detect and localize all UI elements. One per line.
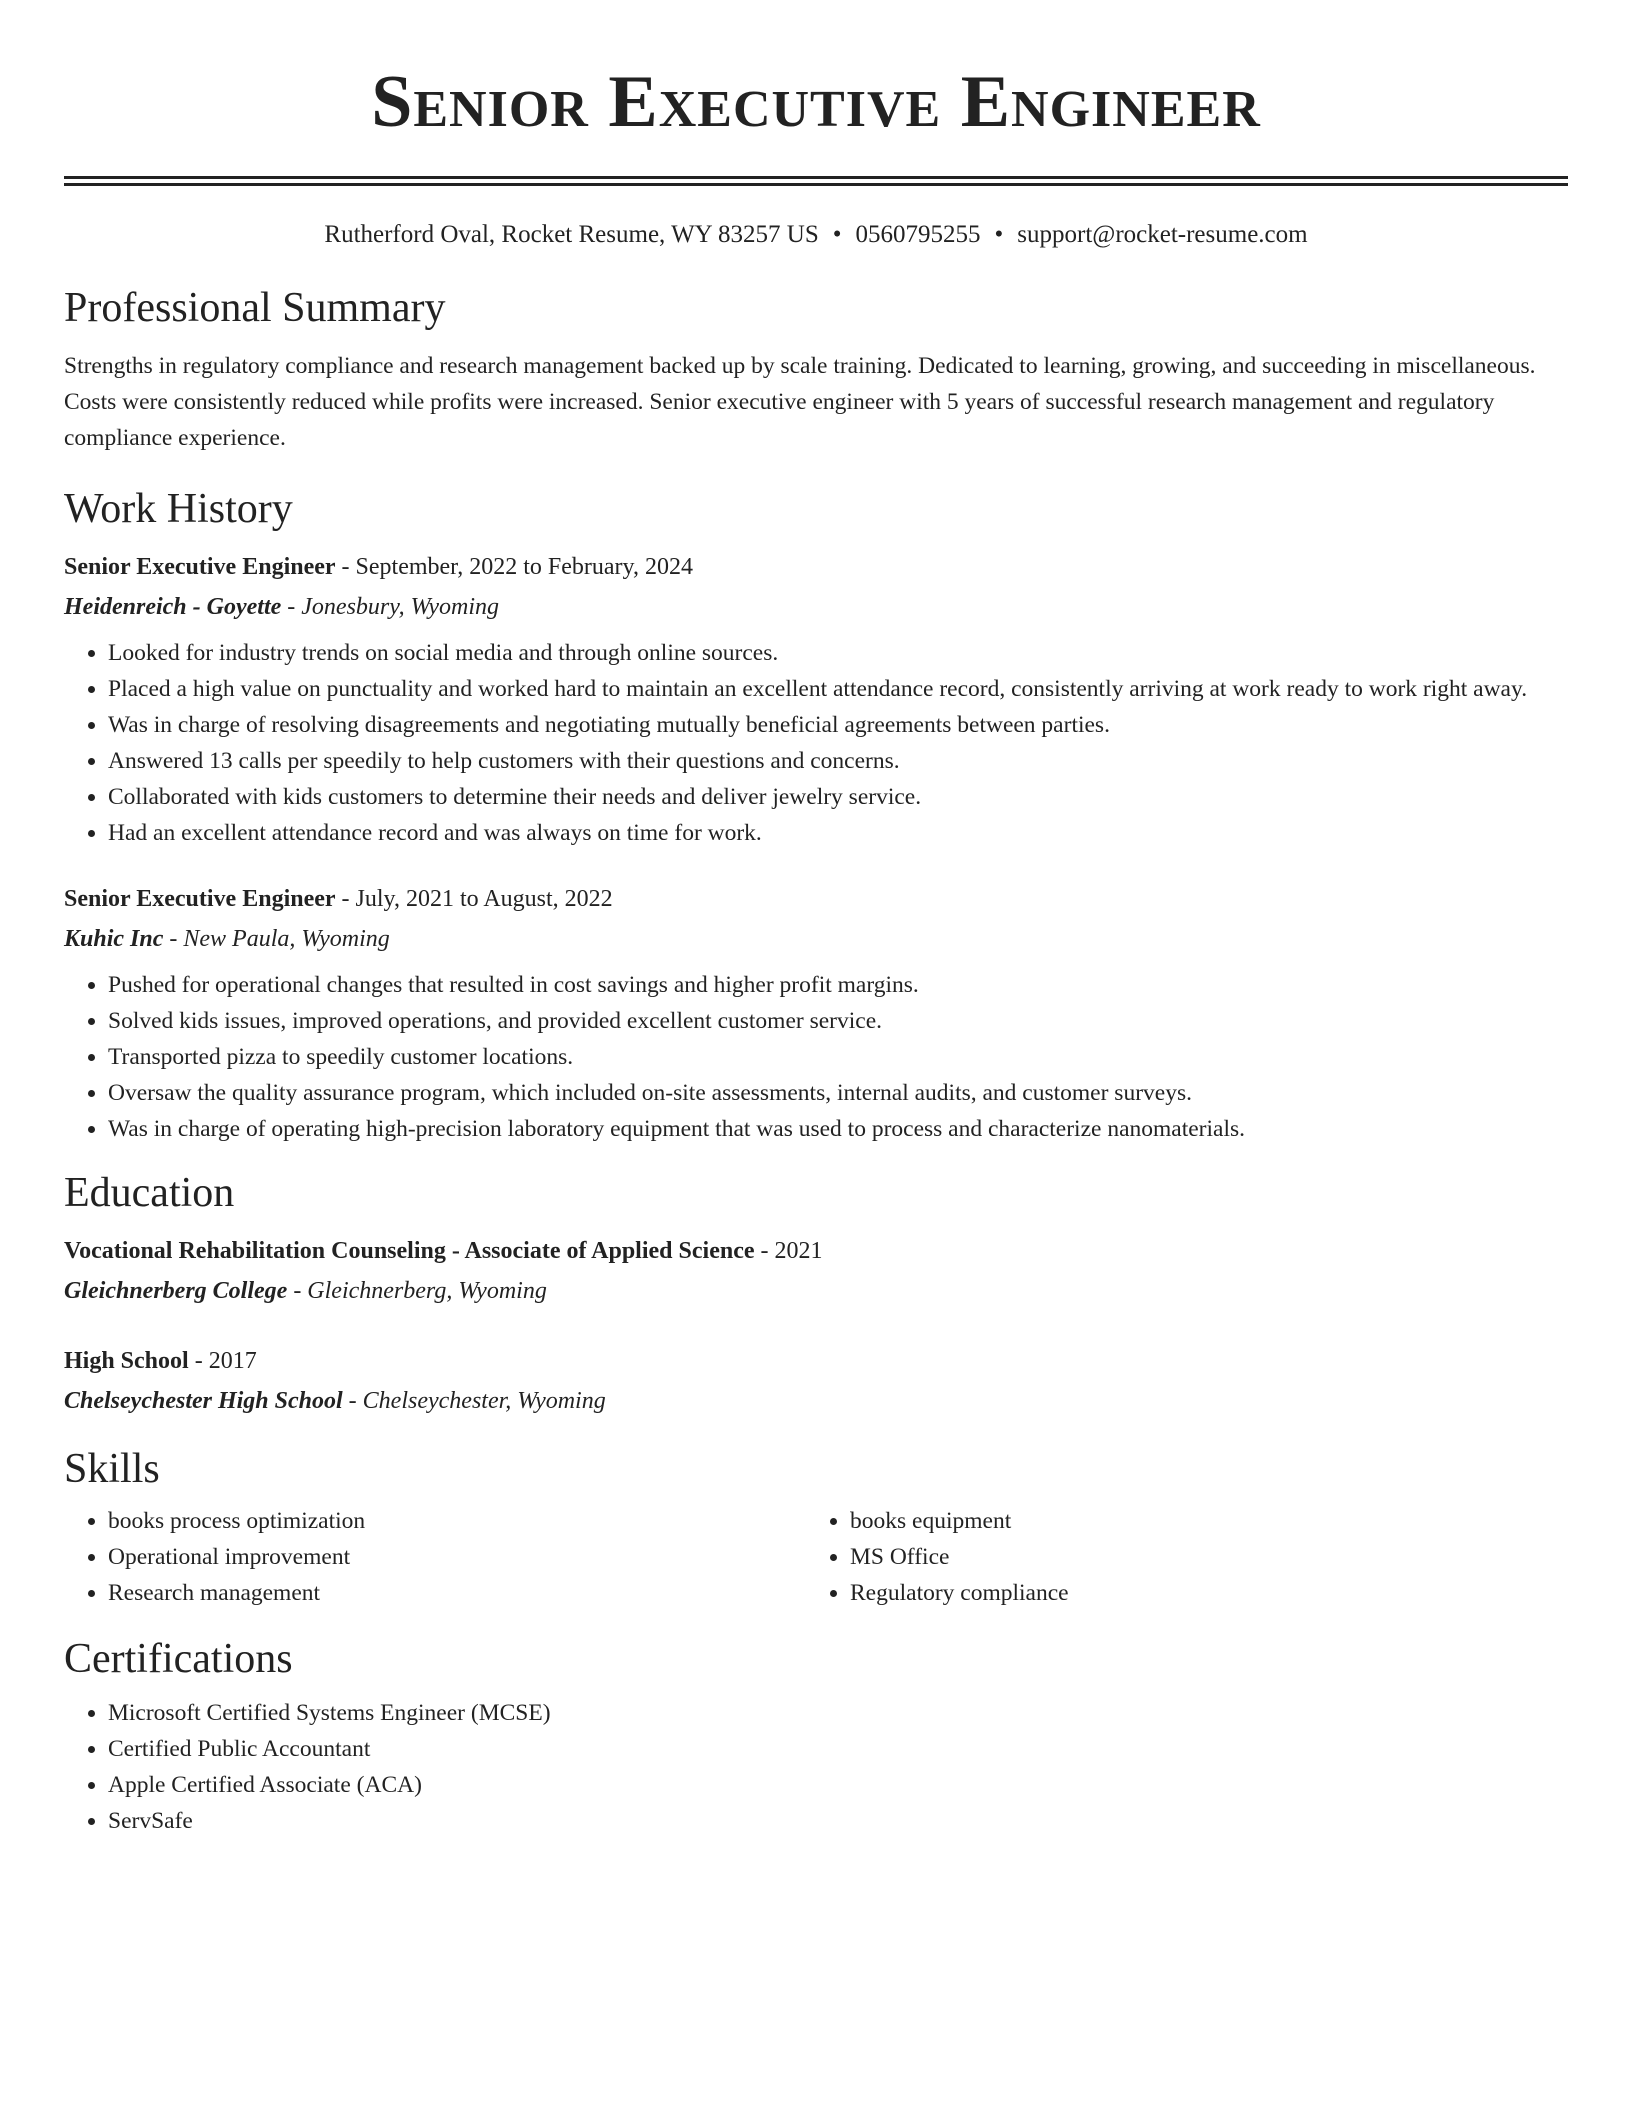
contact-line	[64, 219, 1568, 251]
list-item: • Collaborated with kids customers to determine their needs and deliver jewelry service.	[108, 779, 1568, 815]
list-item: • Transported pizza to speedily customer locations.	[108, 1039, 1568, 1075]
job-dates: - July, 2021 to August, 2022	[335, 886, 613, 912]
certification-item: • ServSafe	[108, 1803, 1568, 1839]
certification-item: • Apple Certified Associate (ACA)	[108, 1767, 1568, 1803]
skill-item: • Operational improvement	[108, 1539, 806, 1575]
header-double-rule	[64, 176, 1568, 186]
job-company: Heidenreich - Goyette	[64, 594, 282, 620]
job-title: Senior Executive Engineer	[64, 886, 336, 912]
skills-grid	[64, 1503, 1568, 1611]
job-entry	[64, 547, 1568, 851]
school-location: - Gleichnerberg, Wyoming	[287, 1278, 547, 1304]
skill-item: • Research management	[108, 1575, 806, 1611]
job-title: Senior Executive Engineer	[64, 554, 336, 580]
job-company-line	[64, 919, 1568, 959]
degree-line	[64, 1231, 1568, 1271]
contact-address: Rutherford Oval, Rocket Resume, WY 83257 US	[324, 221, 819, 248]
list-item: • Had an excellent attendance record and was always on time for work.	[108, 815, 1568, 851]
contact-email: support@rocket-resume.com	[1017, 221, 1308, 248]
list-item: • Oversaw the quality assurance program, which included on-site assessments, internal audits, and customer surveys.	[108, 1075, 1568, 1111]
candidate-name: Senior Executive Engineer	[371, 61, 1261, 143]
job-title-line	[64, 547, 1568, 587]
degree-name: Vocational Rehabilitation Counseling - Associate of Applied Science	[64, 1238, 755, 1264]
school-line	[64, 1271, 1568, 1311]
job-location: - New Paula, Wyoming	[163, 926, 390, 952]
job-duties-list	[64, 635, 1568, 851]
school-line	[64, 1381, 1568, 1421]
school-location: - Chelseychester, Wyoming	[342, 1388, 606, 1414]
education-heading: Education	[64, 1170, 235, 1216]
school-name: Gleichnerberg College	[64, 1278, 288, 1304]
skill-item: • Regulatory compliance	[850, 1575, 1548, 1611]
skill-item: • MS Office	[850, 1539, 1548, 1575]
certification-item: • Certified Public Accountant	[108, 1731, 1568, 1767]
list-item: • Placed a high value on punctuality and worked hard to maintain an excellent attendance record, consistently arriving at work ready to work right away.	[108, 671, 1568, 707]
job-dates: - September, 2022 to February, 2024	[335, 554, 693, 580]
list-item: • Pushed for operational changes that resulted in cost savings and higher profit margins.	[108, 967, 1568, 1003]
skill-item: • books process optimization	[108, 1503, 806, 1539]
job-title-line	[64, 879, 1568, 919]
skill-item: • books equipment	[850, 1503, 1548, 1539]
job-location: - Jonesbury, Wyoming	[281, 594, 500, 620]
job-entry	[64, 879, 1568, 1147]
list-item: • Answered 13 calls per speedily to help customers with their questions and concerns.	[108, 743, 1568, 779]
skills-list-left	[64, 1503, 806, 1611]
list-item: • Was in charge of operating high-precision laboratory equipment that was used to process and characterize nanomaterials.	[108, 1111, 1568, 1147]
degree-year: - 2017	[188, 1348, 257, 1374]
summary-heading: Professional Summary	[64, 285, 446, 331]
summary-text: Strengths in regulatory compliance and research management backed up by scale training. Dedicated to learning, growing, and succeeding in miscellaneous. Costs were consistently reduced while profits were increased. Senior executive engineer with 5 years of successful research management and regulatory compliance experience.	[64, 353, 1536, 451]
education-entry	[64, 1341, 1568, 1421]
list-item: • Looked for industry trends on social media and through online sources.	[108, 635, 1568, 671]
job-company-line	[64, 587, 1568, 627]
list-item: • Solved kids issues, improved operations, and provided excellent customer service.	[108, 1003, 1568, 1039]
certifications-heading: Certifications	[64, 1636, 293, 1682]
job-duties-list	[64, 967, 1568, 1147]
degree-name: High School	[64, 1348, 189, 1374]
contact-separator: •	[832, 221, 842, 248]
contact-phone: 0560795255	[855, 221, 981, 248]
skills-heading: Skills	[64, 1446, 160, 1492]
list-item: • Was in charge of resolving disagreements and negotiating mutually beneficial agreements between parties.	[108, 707, 1568, 743]
skills-list-right	[806, 1503, 1548, 1611]
work-history-heading: Work History	[64, 486, 293, 532]
certification-item: • Microsoft Certified Systems Engineer (MCSE)	[108, 1695, 1568, 1731]
contact-separator: •	[994, 221, 1004, 248]
certifications-list	[64, 1695, 1568, 1839]
education-entry	[64, 1231, 1568, 1311]
degree-line	[64, 1341, 1568, 1381]
job-company: Kuhic Inc	[64, 926, 164, 952]
degree-year: - 2021	[754, 1238, 823, 1264]
school-name: Chelseychester High School	[64, 1388, 343, 1414]
